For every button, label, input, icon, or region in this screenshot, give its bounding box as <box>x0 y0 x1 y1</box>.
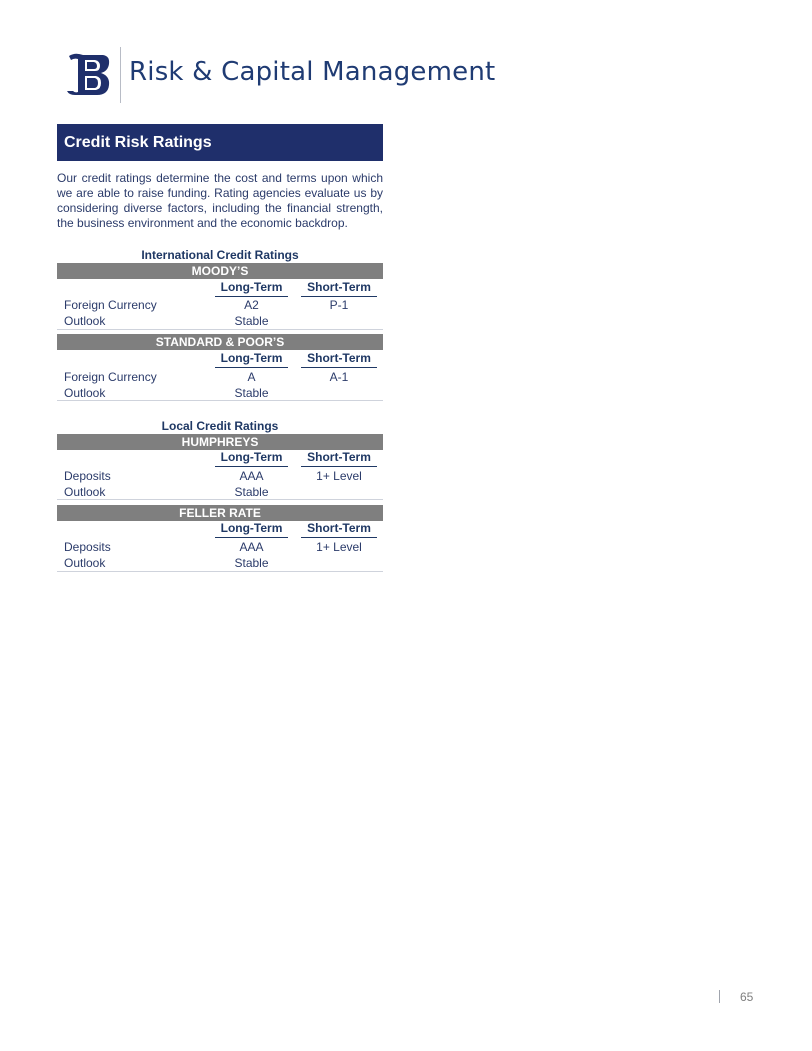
row-label: Outlook <box>64 485 106 499</box>
long-term-value: A <box>247 370 256 384</box>
bank-logo-icon <box>65 50 111 98</box>
long-term-value: AAA <box>239 469 264 483</box>
row-label: Outlook <box>64 386 106 400</box>
row-label: Deposits <box>64 469 111 483</box>
table-row <box>57 540 383 556</box>
row-label: Deposits <box>64 540 111 554</box>
row-label: Foreign Currency <box>64 370 157 384</box>
long-term-value: Stable <box>234 386 269 400</box>
intro-paragraph: Our credit ratings determine the cost and terms upon which we are able to raise funding. Rating agencies evaluate us by considering diverse factors, including the financial strength, the business environment and the economic backdrop. <box>57 171 383 230</box>
short-term-value: A-1 <box>329 370 349 384</box>
table-divider <box>57 329 383 330</box>
row-label: Outlook <box>64 556 106 570</box>
short-term-header: Short-Term <box>301 521 377 538</box>
short-term-header: Short-Term <box>301 351 377 368</box>
page-number: 65 <box>740 990 754 1004</box>
long-term-value: A2 <box>244 298 259 312</box>
table-row <box>57 469 383 485</box>
page-number-divider <box>719 990 720 1003</box>
table-divider <box>57 499 383 500</box>
table-row <box>57 314 383 330</box>
short-term-value: 1+ Level <box>316 540 362 554</box>
long-term-header: Long-Term <box>215 351 288 368</box>
short-term-header: Short-Term <box>301 280 377 297</box>
table-divider <box>57 571 383 572</box>
long-term-header: Long-Term <box>215 280 288 297</box>
long-term-value: Stable <box>234 556 269 570</box>
header-divider <box>120 47 121 103</box>
long-term-header: Long-Term <box>215 521 288 538</box>
agency-header-moodys: MOODY’S <box>57 263 383 279</box>
row-label: Foreign Currency <box>64 298 157 312</box>
agency-header-humphreys: HUMPHREYS <box>57 434 383 450</box>
long-term-value: Stable <box>234 314 269 328</box>
long-term-value: Stable <box>234 485 269 499</box>
table-row <box>57 556 383 572</box>
international-ratings-title: International Credit Ratings <box>141 248 299 262</box>
table-row <box>57 370 383 386</box>
section-title: Credit Risk Ratings <box>57 124 383 161</box>
table-divider <box>57 400 383 401</box>
agency-header-feller-rate: FELLER RATE <box>57 505 383 521</box>
short-term-value: 1+ Level <box>316 469 362 483</box>
agency-header-standard-poors: STANDARD & POOR’S <box>57 334 383 350</box>
row-label: Outlook <box>64 314 106 328</box>
long-term-header: Long-Term <box>215 450 288 467</box>
table-row <box>57 298 383 314</box>
short-term-header: Short-Term <box>301 450 377 467</box>
local-ratings-title: Local Credit Ratings <box>161 419 279 433</box>
short-term-value: P-1 <box>329 298 349 312</box>
document-title: Risk & Capital Management <box>129 57 496 87</box>
long-term-value: AAA <box>239 540 264 554</box>
